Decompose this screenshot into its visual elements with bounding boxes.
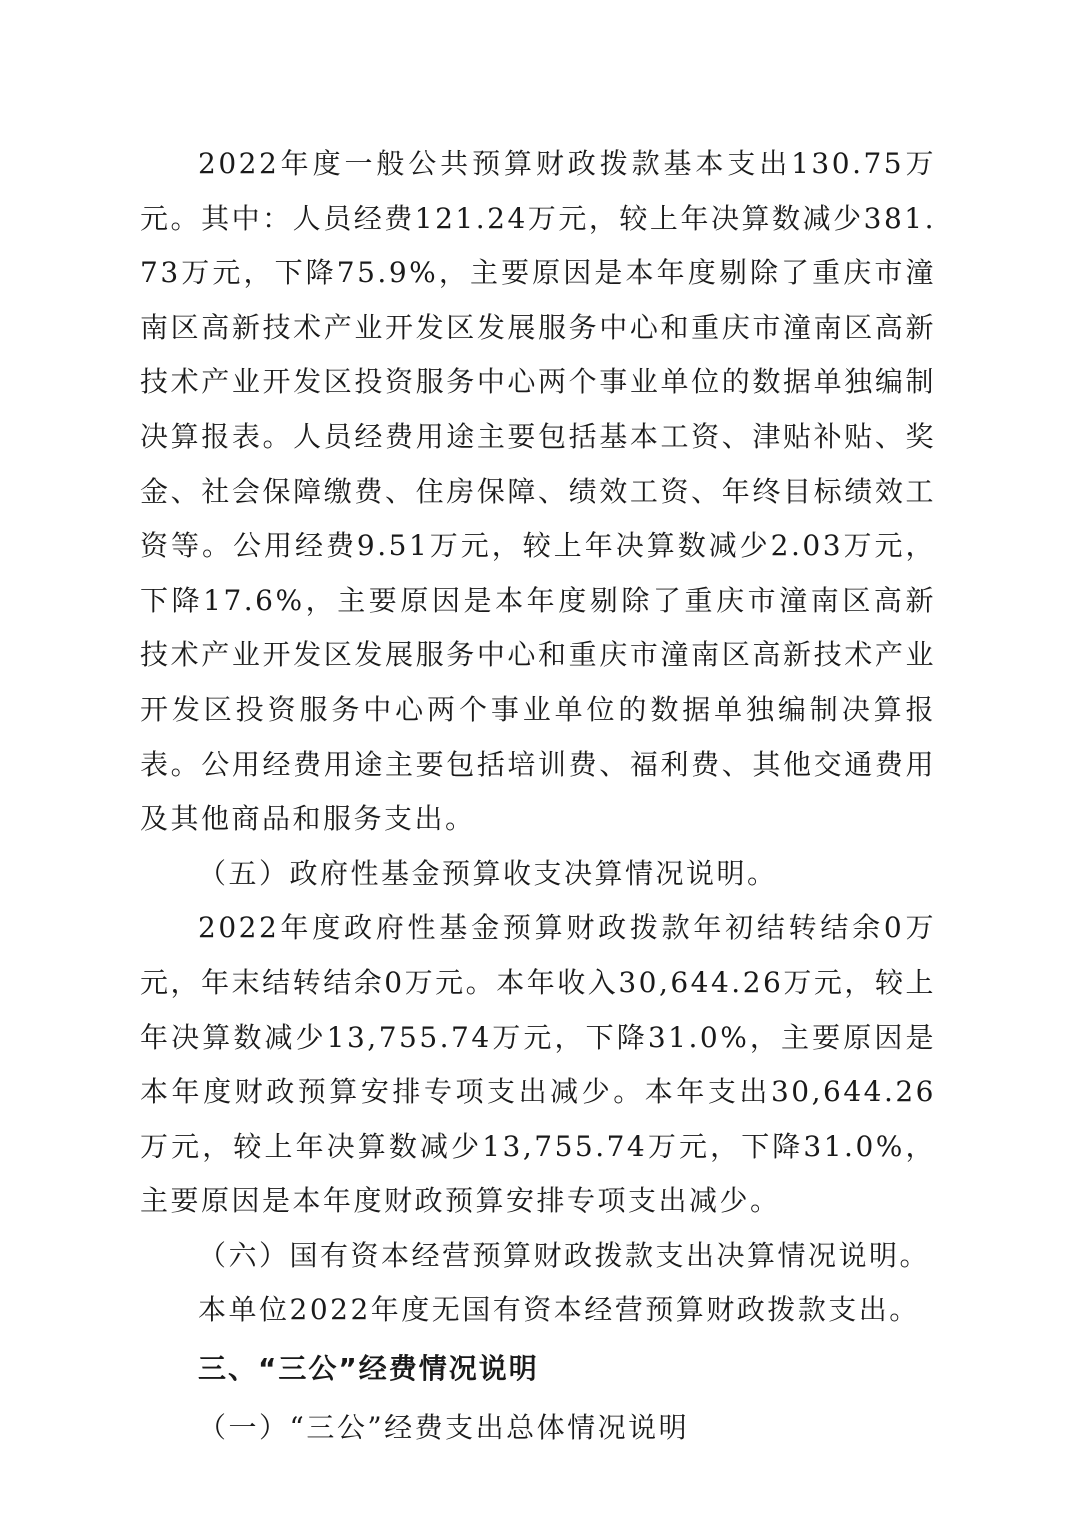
paragraph-government-fund: 2022年度政府性基金预算财政拨款年初结转结余0万元，年末结转结余0万元。本年收入30,644.26万元，较上年决算数减少13,755.74万元，下降31.0%，主要原因是本年度财政预算安排专项支出减少。本年支出30,644.26万元，较上年决算数减少13,755.74万元，下降31.0%，主要原因是本年度财政预算安排专项支出减少。 [140, 911, 936, 1218]
heading-three-public-overall: （一）“三公”经费支出总体情况说明 [198, 1410, 690, 1444]
heading-three-public-expenses: 三、“三公”经费情况说明 [198, 1352, 539, 1386]
paragraph-basic-expenditure: 2022年度一般公共预算财政拨款基本支出130.75万元。其中：人员经费121.24万元，较上年决算数减少381.73万元，下降75.9%，主要原因是本年度剔除了重庆市潼南区高新技术产业开发区发展服务中心和重庆市潼南区高新技术产业开发区投资服务中心两个事业单位的数据单独编制决算报表。人员经费用途主要包括基本工资、津贴补贴、奖金、社会保障缴费、住房保障、绩效工资、年终目标绩效工资等。公用经费9.51万元，较上年决算数减少2.03万元，下降17.6%，主要原因是本年度剔除了重庆市潼南区高新技术产业开发区发展服务中心和重庆市潼南区高新技术产业开发区投资服务中心两个事业单位的数据单独编制决算报表。公用经费用途主要包括培训费、福利费、其他交通费用及其他商品和服务支出。 [140, 147, 936, 836]
document-body [140, 137, 936, 1455]
heading-state-capital: （六）国有资本经营预算财政拨款支出决算情况说明。 [198, 1238, 931, 1272]
paragraph-state-capital: 本单位2022年度无国有资本经营预算财政拨款支出。 [198, 1293, 920, 1327]
heading-government-fund: （五）政府性基金预算收支决算情况说明。 [198, 856, 778, 890]
